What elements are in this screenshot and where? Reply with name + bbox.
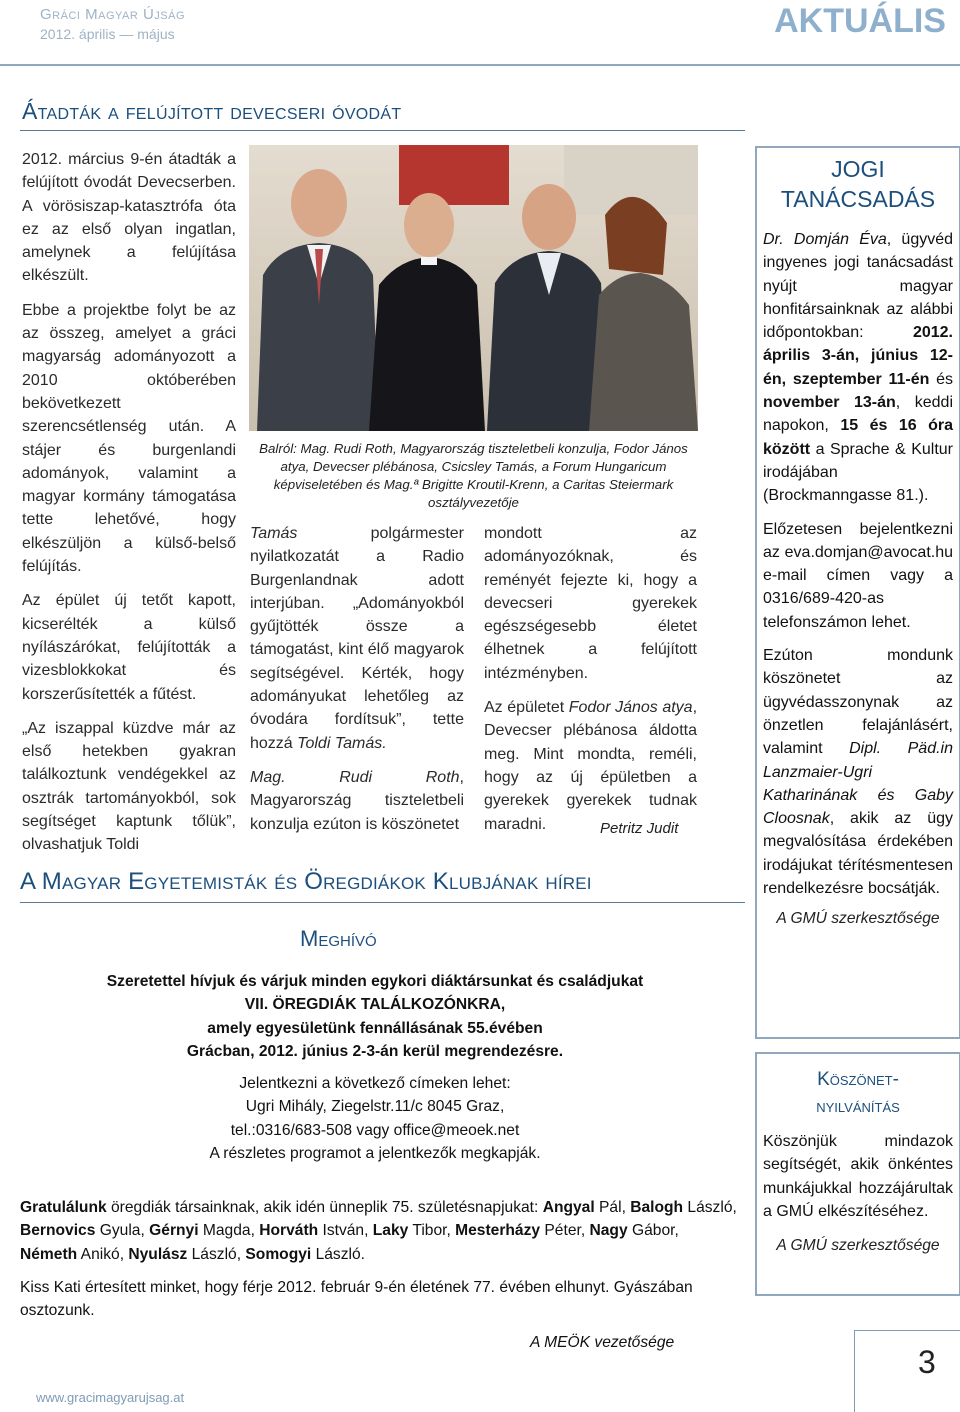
page-corner-rule [854,1330,960,1331]
invitation-line: Szeretettel hívjuk és várjuk minden egykori diáktársunkat és családjukat [106,973,644,990]
thanks-box-title-line: Köszönet- [817,1069,899,1090]
masthead-rule [0,64,960,66]
article-paragraph [250,766,464,836]
meok-rule [20,902,745,903]
legal-box-title [757,154,959,214]
page-number: 3 [918,1344,936,1380]
greeting-lead: Gratulálunk [20,1199,107,1216]
birthday-first-name: Tibor [408,1222,447,1240]
legal-advice-box [755,146,960,1039]
birthday-last-name: Németh [20,1245,78,1263]
publication-name: Gráci Magyar Újság [40,6,186,23]
birthday-first-name: Anikó [77,1245,120,1263]
birthday-name [20,1246,120,1263]
article-headline: Átadták a felújított devecseri óvodát [22,98,402,124]
birthday-last-name: Balogh [630,1199,684,1216]
birthday-first-name: Magda [198,1222,251,1240]
article-paragraph: Ebbe a projektbe folyt be az az összeg, amelyet a gráci magyarság adományozott a 2010 októberében bekövetkezett szerencsétlenség után. A stájer és burgenlandi adományok, valamint a magyar kormány támogatása tette lehetővé, hogy elkészüljön a külső-belső felújítás. [22,301,236,576]
person-name: Mag. Rudi Roth [250,768,460,786]
birthday-first-name: István [318,1222,365,1240]
paragraph-text: , Magyarország tiszteletbeli konzulja ezúton is köszönetet [250,768,464,833]
contact-line: Jelentkezni a következő címeken lehet: [239,1075,511,1092]
article-photo [249,145,698,431]
issue-date: 2012. április — május [40,26,175,42]
legal-box-paragraph [763,644,953,900]
person-name: Tamás [250,525,298,542]
birthday-first-name: Pál [594,1199,622,1216]
paragraph-text: polgármester nyilatkozatát a Radio Burgenlandnak adott interjúban. „Adományokból gyűjtötték össze a támogatást, kint élő magyarok segítségével. Kérték, hogy adományukat lehetőleg az óvodára fordítsuk”, tette hozzá [250,525,464,752]
birthday-first-name: László [683,1199,733,1216]
birthday-name [245,1246,360,1263]
article-paragraph [484,696,697,836]
helper-names: Dipl. Päd.in Lanzmaier-Ugri Katharinának és Gaby Cloosnak [763,740,953,828]
birthday-first-name: László [311,1245,361,1263]
meok-section-title: A Magyar Egyetemisták és Öregdiákok Klubjának hírei [20,868,592,895]
article-column-3 [484,522,697,847]
article-column-1 [22,148,236,868]
legal-box-paragraph: Előzetesen bejelentkezni az eva.domjan@avocat.hu e-mail címen vagy a 0316/689-420-as telefonszámon lehet. [763,520,953,631]
article-paragraph: 2012. március 9-én átadták a felújított óvodát Devecserben. A vörösiszap-katasztrófa óta ez az első olyan ingatlan, amelynek a felújítása elkészült. [22,151,236,285]
headline-rule [20,130,745,131]
birthday-name [20,1222,140,1239]
article-paragraph: „Az iszappal küzdve már az első hetekben gyakran találkoztunk vendégekkel az osztrák tartományokból, sok segítséget kaptunk tőlük”, olvashatjuk Toldi [22,719,236,854]
footer-url: www.gracimagyarujsag.at [36,1390,185,1405]
birthday-name [373,1222,447,1239]
paragraph-text: , ügyvéd ingyenes jogi tanácsadást nyújt magyar honfitársainknak az alábbi időpontokban: [763,231,954,342]
contact-line: A részletes programot a jelentkezők megkapják. [209,1145,541,1163]
invitation-contact [20,1072,730,1166]
paragraph-text: , keddi napokon, [763,394,953,435]
birthday-greetings [20,1196,740,1266]
thanks-box-title-line: nyilvánítás [816,1096,900,1117]
legal-box-paragraph [763,228,953,508]
legal-box-title-line: JOGI [831,156,885,182]
article-paragraph: mondott az adományozóknak, és reményét fejezte ki, hogy a devecseri gyerekek egészségesebb életet élhetnek a felújított intézményben. [484,525,697,682]
birthday-last-name: Horváth [259,1222,319,1240]
birthday-first-name: Gyula [95,1222,141,1240]
legal-box-signature: A GMÚ szerkesztősége [776,910,940,928]
birthday-last-name: Gérnyi [149,1222,199,1240]
consultation-date-last: november 13-án [763,394,896,412]
birthday-last-name: Laky [372,1222,409,1240]
lawyer-name: Dr. Domján Éva [763,231,887,248]
legal-box-body [757,228,959,900]
thanks-box-signature: A GMÚ szerkesztősége [776,1237,940,1255]
birthday-first-name: Gábor [627,1222,675,1240]
paragraph-text: Az épületet [484,699,569,717]
greeting-text: öregdiák társainknak, akik idén ünneplik 75. születésnapjukat: [106,1199,543,1216]
section-title: AKTUÁLIS [774,2,946,40]
birthday-name [259,1222,364,1239]
birthday-first-name: László [187,1245,237,1263]
group-photo-illustration [249,145,698,431]
article-author: Petritz Judit [600,820,679,837]
consultation-place: a Sprache & Kultur irodájában (Brockmanngasse 81.). [763,440,953,505]
birthday-last-name: Bernovics [20,1222,96,1240]
consultation-dates: 2012. április 3-án, június 12-én, szeptember 11-én [763,324,953,388]
birthday-name [149,1222,250,1239]
birthday-name [590,1222,675,1239]
birthday-name [630,1199,732,1216]
thanks-box-title [757,1066,959,1120]
invitation-text [20,970,730,1064]
paragraph-text: Ezúton mondunk köszönetet az ügyvédasszonynak az önzetlen felajánlásért, valamint [763,647,953,758]
invitation-line: VII. ÖREGDIÁK TALÁLKOZÓNKRA, [244,996,506,1014]
birthday-last-name: Mesterházy [455,1222,541,1240]
contact-line: tel.:0316/683-508 vagy office@meoek.net [230,1121,520,1139]
article-paragraph [250,522,464,755]
page-corner-rule [854,1330,855,1412]
birthday-first-name: Péter [540,1222,581,1240]
person-name: Toldi Tamás. [297,734,387,752]
birthday-last-name: Angyal [542,1199,595,1216]
meok-signature: A MEÖK vezetősége [530,1334,675,1351]
birthday-last-name: Somogyi [245,1245,312,1263]
birthday-last-name: Nyulász [128,1245,188,1263]
legal-box-title-line: TANÁCSADÁS [780,186,936,212]
paragraph-text: , Devecser plébánosa áldotta meg. Mint mondta, reméli, hogy az új épületben a gyerekek gyerekek tudnak maradni. [484,699,698,833]
invitation-line: amely egyesületünk fennállásának 55.évében [207,1019,543,1037]
article-paragraph: Az épület új tetőt kapott, kicserélték a külső nyílászárókat, felújították a vizesblokkokat és korszerűsítették a fűtést. [22,592,236,703]
invitation-line: Grácban, 2012. június 2-3-án kerül megrendezésre. [186,1043,564,1061]
person-name: Fodor János atya [568,699,693,717]
article-column-2 [250,522,464,847]
birthday-name [543,1199,622,1216]
thanks-box [755,1052,960,1296]
birthday-name [455,1222,581,1239]
consultation-time: 15 és 16 óra között [763,417,953,458]
birthday-name [128,1246,236,1263]
paragraph-text: és [929,370,954,388]
obituary-note: Kiss Kati értesített minket, hogy férje 2012. február 9-én életének 77. évében elhunyt. Gyászában osztozunk. [20,1279,693,1320]
thanks-box-body: Köszönjük mindazok segítségét, akik önkéntes munkájukkal hozzájárultak a GMÚ elkészítéséhez. [763,1133,953,1220]
birthday-last-name: Nagy [589,1222,628,1240]
photo-caption: Balról: Mag. Rudi Roth, Magyarország tiszteletbeli konzulja, Fodor János atya, Devecser plébánosa, Csicsley Tamás, a Forum Hungaricum képviseletében és Mag.ª Brigitte Kroutil-Krenn, a Caritas Steiermark osztályvezetője [259,441,688,510]
invitation-title: Meghívó [300,926,377,951]
birthday-names-list: Angyal Pál, Balogh László, Bernovics Gyula, Gérnyi Magda, Horváth István, Laky Tibor, Mesterházy Péter, Nagy Gábor, Németh Anikó, Nyulász László, Somogyi László. [20,1199,737,1263]
contact-line: Ugri Mihály, Ziegelstr.11/c 8045 Graz, [245,1098,505,1116]
paragraph-text: , akik az ügy megvalósítása érdekében irodájukat térítésmentesen rendelkezésre bocsátják. [763,810,953,898]
